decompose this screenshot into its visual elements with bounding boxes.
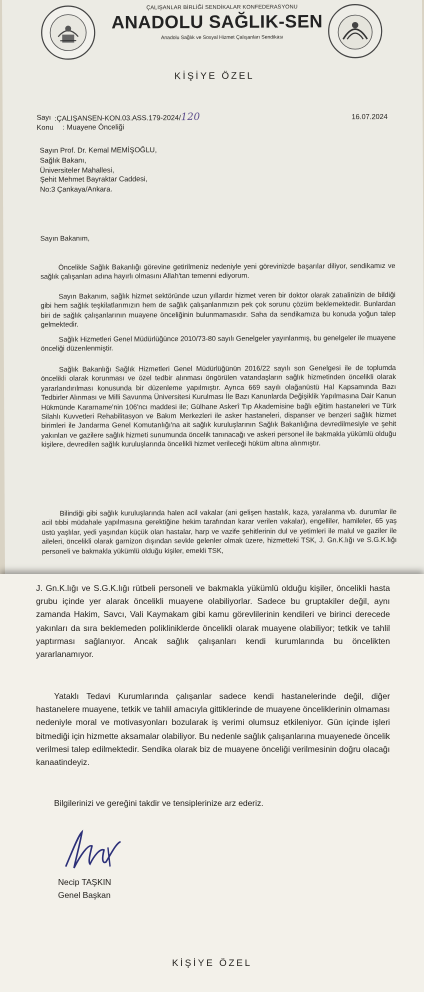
paragraph-4: Sağlık Bakanlığı Sağlık Hizmetleri Genel Müdürlüğünün 2016/22 sayılı son Genelgesi ile de toplumda öncelikli olarak korunması ve özel tedbir alınması öngörülen vatandaşların sağlık hizmetinden öncelikli olarak yararlandırılması konusunda bir düzenleme yapılmıştır. Ayrıca 669 sayılı olağanüstü Hal Kapsamında Bazı Tedbirler Alınması ve Milli Savunma Üniversitesi Kurulması İle Bazı Kanunlarda Değişiklik Yapılmasına Dair Kanun Hükmünde Kararname'nin 106'ncı maddesi ile; Gülhane Askerî Tıp Akademisine bağlı eğitim hastaneleri ve Türk Silahlı Kuvvetleri Rehabilitasyon ve Bakım Merkezleri ile asker hastaneleri, dispanser ve benzeri sağlık hizmet birimleri ile Jandarma Genel Komutanlığı'na ait sağlık kuruluşlarının Sağlık Bakanlığına devredilmesiyle ve şehit yakınları ve gazilere sağlık hizmeti sunumunda öncelik tanınacağı ve askeri personel ile bakmakla yükümlü olduğu kişilere, devredilen sağlık kuruluşlarında öncelikli hizmet verileceği hüküm altına alınmıştır. — [40, 364, 397, 450]
address-line: Üniversiteler Mahallesi, — [39, 165, 115, 175]
paragraph-2: Sayın Bakanım, sağlık hizmet sektöründe uzun yıllardır hizmet veren bir doktor olarak zatıalinizin de bildiği gibi hem sağlık teşkilatlarımızın hem de sağlık çalışanlarımızın pek çok sorunu çözüm beklemektedir. Bunlardan biri de sağlık çalışanlarının muayene önceliğinin bulunmamasıdır. Saha da sendikamıza bu konuda yoğun talep gelmektedir. — [40, 291, 396, 330]
paragraph-7: Yataklı Tedavi Kurumlarında çalışanlar sadece kendi hastanelerinde değil, diğer hastanelere muayene, tetkik ve tahlil amacıyla gittiklerinde de muayene önceliklerinin olmaması nedeniyle moral ve motivasyonları bozularak iş verimi olumsuz etkileniyor. Gün içinde işleri bitmediği için hizmette aksamalar olabiliyor. Bu nedenle sağlık çalışanlarına muayenede öncelik verilmesi talep edilmektedir. Sendika olarak biz de muayene önceliği verilmesinin doğru olacağı kanaatindeyiz. — [36, 691, 390, 768]
letter-date: 16.07.2024 — [351, 111, 388, 122]
paragraph-1: Öncelikle Sağlık Bakanlığı görevine getirilmeniz nedeniyle yeni görevinizde başarılar diliyor, sendikamız ve sağlık çalışanları adına hayırlı olmasını Allah'tan temenni ediyorum. — [40, 262, 396, 282]
address-line: No:3 Çankaya/Ankara. — [39, 184, 113, 194]
confederation-name: ÇALIŞANLAR BİRLİĞİ SENDİKALAR KONFEDERASYONU — [146, 4, 298, 12]
konu-label: Konu — [36, 122, 54, 132]
classification-top: KİŞİYE ÖZEL — [174, 70, 255, 83]
union-name: ANADOLU SAĞLIK-SEN — [111, 11, 323, 33]
address-line: Sağlık Bakanı, — [39, 155, 87, 165]
recipient-address — [40, 145, 157, 195]
classification-bottom: KİŞİYE ÖZEL — [171, 958, 253, 969]
address-line: Sayın Prof. Dr. Kemal MEMİŞOĞLU, — [39, 145, 157, 155]
paragraph-6: J. Gn.K.lığı ve S.G.K.lığı rütbeli personeli ve bakmakla yükümlü olduğu kişiler, öncelikli hasta grubu içinde yer alarak öncelikli muayene olabiliyorlar. Sadece bu gruptakiler değil, aynı zamanda Hakim, Savcı, Vali Kaymakam gibi kamu görevlilerinin kendileri ve birinci derecede yakınları da sıra beklemeden polikliniklerde öncelikli olarak muayene olabiliyor; tetkik ve tahlil yaptırması sağlanıyor. Ancak sağlık çalışanları kendi kurumlarında bu öncelikten yararlanamıyor. — [36, 583, 390, 660]
sayi-label: Sayı — [36, 112, 52, 122]
paragraph-5: Bilindiği gibi sağlık kuruluşlarında halen acil vakalar (ani gelişen hastalık, kaza, yaralanma vb. durumlar ile acil tıbbi müdahale yapılmasına gerektiğine hekim tarafından karar verilen vakalar), engelliler, hamileler, 65 yaş üstü yaşlılar, yedi yaşından küçük olan hastalar, harp ve vazife şehitlerinin dul ve yetimleri ile malul ve gaziler ile aileleri, öncelikli olarak garnizon dışından sevkle gelenler olmak üzere, hizmetteki TSK, J. Gn.K.lığı ve S.G.K.lığı personeli ve bakmakla yükümlü olduğu kişiler, emekli TSK, — [41, 508, 397, 556]
closing-line: Bilgilerinizi ve gereğini takdir ve tensiplerinize arz ederiz. — [54, 798, 264, 808]
paragraph-3: Sağlık Hizmetleri Genel Müdürlüğünce 2010/73-80 sayılı Genelgeler yayınlanmış, bu genelgeler ile muayene önceliği düzenlenmiştir. — [40, 334, 396, 354]
address-line: Şehit Mehmet Bayraktar Caddesi, — [39, 174, 148, 185]
signatory-name: Necip TAŞKIN — [58, 877, 112, 887]
handwritten-number: 120 — [180, 111, 200, 124]
signatory-block — [58, 876, 111, 902]
signatory-title: Genel Başkan — [58, 890, 111, 900]
konu-value: : Muayene Önceliği — [62, 122, 125, 132]
letter-page-1 — [2, 0, 424, 588]
sayi-value: :ÇALIŞANSEN-KON.03.ASS.179-2024/120 — [54, 111, 200, 124]
union-subtitle: Anadolu Sağlık ve Sosyal Hizmet Çalışanları Sendikası — [161, 34, 284, 42]
salutation: Sayın Bakanım, — [40, 235, 90, 243]
signature — [58, 822, 128, 878]
union-logo-left — [40, 5, 96, 61]
